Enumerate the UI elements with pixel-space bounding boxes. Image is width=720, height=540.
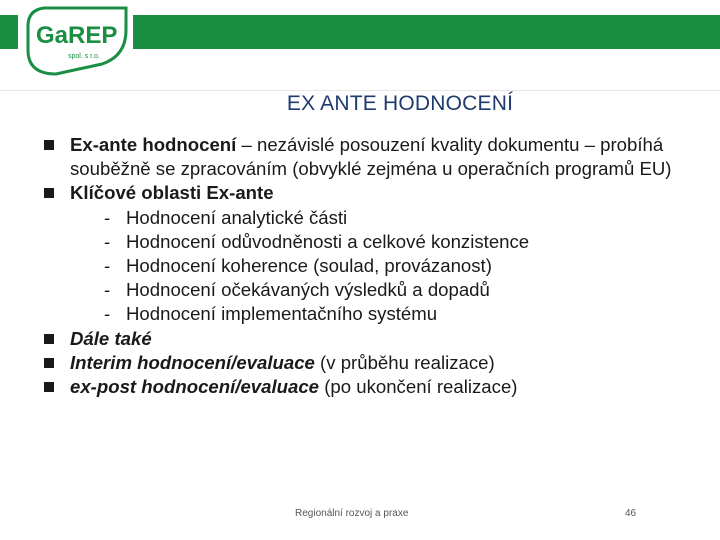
item-text: Dále také	[70, 327, 152, 349]
logo	[18, 0, 133, 80]
item-italic: Interim hodnocení/evaluace	[70, 351, 315, 373]
page-number: 46	[625, 508, 637, 519]
dash-bullet: -	[104, 303, 111, 325]
sub-list-item	[44, 206, 704, 230]
item-bold: Klíčové oblasti Ex-ante	[70, 182, 274, 204]
dash-bullet: -	[104, 206, 111, 228]
dash-bullet: -	[104, 230, 111, 252]
item-bold: Ex-ante hodnocení	[70, 134, 237, 155]
item-italic: ex-post hodnocení/evaluace	[70, 376, 320, 398]
square-bullet-icon	[44, 382, 54, 392]
square-bullet-icon	[44, 358, 54, 368]
list-item	[44, 133, 704, 181]
list-item	[44, 327, 704, 351]
list-item	[44, 375, 704, 399]
slide-title: EX ANTE HODNOCENÍ	[286, 92, 514, 115]
sub-list-item	[44, 278, 704, 302]
sub-item-text: Hodnocení odůvodněnosti a celkové konzistence	[126, 230, 530, 252]
sub-item-text: Hodnocení analytické části	[126, 206, 348, 228]
item-text: (v průběhu realizace)	[314, 351, 495, 373]
list-item	[44, 181, 704, 205]
sub-item-text: Hodnocení koherence (soulad, provázanost)	[126, 255, 492, 277]
dash-bullet: -	[104, 279, 111, 301]
item-text: – nezávislé posouzení kvality dokumentu – probíhá souběžně se zpracováním (obvyklé zejména u operačních programů EU)	[70, 134, 672, 180]
sub-item-text: Hodnocení implementačního systému	[126, 303, 438, 325]
item-text: (po ukončení realizace)	[319, 376, 518, 398]
square-bullet-icon	[44, 140, 54, 150]
sub-list-item	[44, 254, 704, 278]
sub-item-text: Hodnocení očekávaných výsledků a dopadů	[126, 279, 490, 301]
svg-text:spol. s r.o.: spol. s r.o.	[68, 53, 100, 60]
sub-list-item	[44, 302, 704, 326]
square-bullet-icon	[44, 188, 54, 198]
slide-content	[44, 133, 704, 399]
svg-text:GaREP: GaREP	[36, 22, 118, 49]
footer-text: Regionální rozvoj a praxe	[295, 508, 409, 519]
sub-list-item	[44, 230, 704, 254]
header-divider	[0, 90, 720, 91]
list-item	[44, 351, 704, 375]
garep-logo-icon	[22, 2, 130, 78]
dash-bullet: -	[104, 255, 111, 277]
square-bullet-icon	[44, 334, 54, 344]
